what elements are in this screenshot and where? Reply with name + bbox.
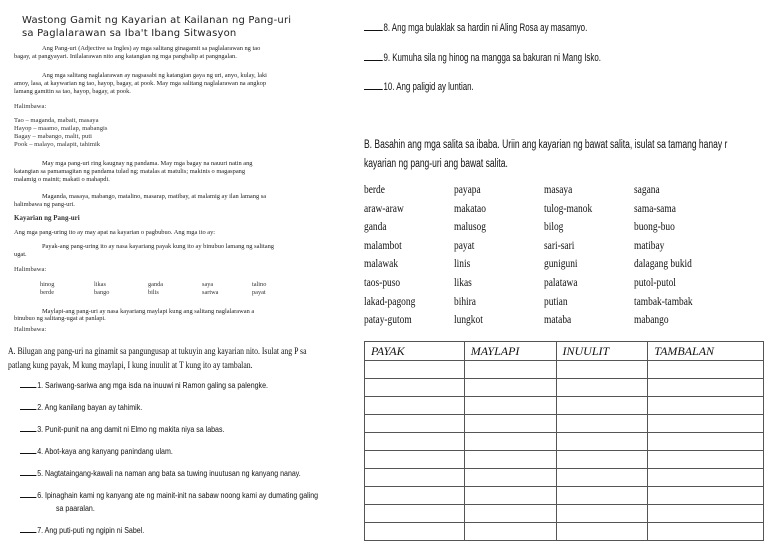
word-item: malambot bbox=[364, 239, 402, 252]
part-a-item-9: 9. Kumuha sila ng hinog na mangga sa bakuran ni Mang Isko. bbox=[364, 52, 601, 64]
answer-blank[interactable] bbox=[20, 431, 36, 432]
word-item: tambak-tambak bbox=[634, 295, 693, 308]
part-a-exercise-panel bbox=[0, 340, 360, 543]
answer-cell[interactable] bbox=[556, 397, 648, 415]
word-item: araw-araw bbox=[364, 202, 404, 215]
table-row bbox=[365, 433, 764, 451]
title-line-2: sa Paglalarawan sa Iba't Ibang Sitwasyon bbox=[22, 28, 237, 39]
answer-cell[interactable] bbox=[365, 451, 465, 469]
word-item: ganda bbox=[364, 221, 387, 234]
page-title bbox=[22, 14, 291, 40]
payak-example: payat bbox=[252, 289, 266, 296]
example-line: Bagay – mabango, malit, puti bbox=[14, 133, 93, 140]
maylapi-definition-line-2: binubuo ng salitang-ugat at panlapi. bbox=[14, 315, 106, 322]
answer-cell[interactable] bbox=[648, 523, 764, 541]
payak-example: bango bbox=[94, 289, 110, 296]
answer-cell[interactable] bbox=[464, 487, 556, 505]
part-b-instruction-line-1: B. Basahin ang mga salita sa ibaba. Uriin ang kayarian ng bawat salita, isulat sa tamang hanay r bbox=[364, 139, 728, 151]
part-b-instructions bbox=[364, 136, 727, 174]
answer-cell[interactable] bbox=[556, 469, 648, 487]
table-row bbox=[365, 523, 764, 541]
halimbawa-label-2: Halimbawa: bbox=[14, 266, 47, 273]
payak-definition-line-1: Payak-ang pang-uring ito ay nasa kayariang payak kung ito ay binubuo lamang ng salitang bbox=[42, 243, 274, 250]
payak-example: talino bbox=[252, 281, 267, 288]
part-a-item-6-continuation: sa paaralan. bbox=[56, 503, 95, 513]
word-item: tulog-manok bbox=[544, 202, 593, 215]
answer-blank[interactable] bbox=[20, 475, 36, 476]
answer-cell[interactable] bbox=[648, 397, 764, 415]
part-a-item-5: 5. Nagtataingang-kawali na naman ang bata sa tuwing inuutusan ng kanyang nanay. bbox=[20, 468, 301, 478]
answer-cell[interactable] bbox=[365, 505, 465, 523]
table-row bbox=[365, 469, 764, 487]
word-item: linis bbox=[454, 258, 471, 271]
word-item: berde bbox=[364, 184, 385, 196]
answer-cell[interactable] bbox=[464, 415, 556, 433]
answer-cell[interactable] bbox=[464, 523, 556, 541]
maylapi-definition-line-1: Maylapi-ang pang-uri ay nasa kayariang maylapi kung ang salitang naglalarawan a bbox=[42, 308, 255, 315]
payak-example: saya bbox=[202, 281, 214, 288]
word-item: mataba bbox=[544, 314, 572, 327]
answer-cell[interactable] bbox=[365, 469, 465, 487]
answer-cell[interactable] bbox=[464, 397, 556, 415]
answer-cell[interactable] bbox=[648, 415, 764, 433]
answer-cell[interactable] bbox=[648, 487, 764, 505]
part-a-item-3: 3. Punit-punit na ang damit ni Elmo ng makita niya sa labas. bbox=[20, 424, 224, 434]
table-row bbox=[365, 397, 764, 415]
word-item: bihira bbox=[454, 295, 476, 308]
table-header-tambalan: TAMBALAN bbox=[648, 342, 764, 361]
paragraph-4-line-2: halimbawa ng pang-uri. bbox=[14, 201, 75, 208]
table-header-inuulit: INUULIT bbox=[556, 342, 648, 361]
answer-blank[interactable] bbox=[364, 60, 383, 61]
part-a-item-10: 10. Ang paligid ay luntian. bbox=[364, 81, 474, 93]
word-item: payapa bbox=[454, 184, 481, 196]
answer-cell[interactable] bbox=[464, 505, 556, 523]
example-line: Hayop – maamo, mailap, mabangis bbox=[14, 125, 108, 132]
answer-cell[interactable] bbox=[365, 397, 465, 415]
word-item: sari-sari bbox=[544, 239, 575, 252]
part-a-item-7: 7. Ang puti-puti ng ngipin ni Sabel. bbox=[20, 525, 144, 535]
kayarian-text: Ang mga pang-uring ito ay may apat na kayarian o pagbubuo. Ang mga ito ay: bbox=[14, 229, 216, 236]
answer-blank[interactable] bbox=[20, 387, 36, 388]
table-row bbox=[365, 451, 764, 469]
part-a-instruction-line-1: A. Bilugan ang pang-uri na ginamit sa pangungusap at tukuyin ang kayarian nito. Isulat ang P sa bbox=[8, 346, 307, 356]
answer-blank[interactable] bbox=[364, 30, 383, 31]
part-a-item-2: 2. Ang kanilang bayan ay tahimik. bbox=[20, 402, 142, 412]
answer-cell[interactable] bbox=[556, 523, 648, 541]
word-item: putol-putol bbox=[634, 277, 676, 289]
part-a-item-6: 6. Ipinaghain kami ng kanyang ate ng mainit-init na sabaw noong kami ay dumating galing bbox=[20, 490, 318, 500]
answer-cell[interactable] bbox=[556, 487, 648, 505]
word-item: sama-sama bbox=[634, 202, 676, 215]
word-item: bilog bbox=[544, 221, 564, 234]
halimbawa-label-1: Halimbawa: bbox=[14, 103, 47, 110]
table-row bbox=[365, 415, 764, 433]
answer-cell[interactable] bbox=[648, 361, 764, 379]
answer-blank[interactable] bbox=[20, 409, 36, 410]
word-item: makatao bbox=[454, 202, 486, 215]
part-a-item-4: 4. Abot-kaya ang kanyang panindang ulam. bbox=[20, 446, 173, 456]
answer-cell[interactable] bbox=[556, 433, 648, 451]
part-a-instructions bbox=[8, 344, 352, 372]
answer-cell[interactable] bbox=[648, 451, 764, 469]
answer-cell[interactable] bbox=[464, 469, 556, 487]
answer-cell[interactable] bbox=[464, 361, 556, 379]
halimbawa-label-3: Halimbawa: bbox=[14, 326, 47, 333]
table-row bbox=[365, 361, 764, 379]
answer-cell[interactable] bbox=[556, 415, 648, 433]
intro-paragraph-2-line-1: Ang mga salitang naglalarawan ay nagsasabi ng katangian gaya ng uri, anyo, kulay, laki bbox=[42, 72, 267, 79]
answer-cell[interactable] bbox=[365, 361, 465, 379]
answer-cell[interactable] bbox=[365, 379, 465, 397]
answer-cell[interactable] bbox=[648, 433, 764, 451]
paragraph-4-line-1: Maganda, masaya, mabango, matalino, masarap, matibay, at malamig ay ilan lamang sa bbox=[42, 193, 267, 200]
answer-blank[interactable] bbox=[20, 532, 36, 533]
table-header-payak: PAYAK bbox=[365, 342, 465, 361]
payak-example: berde bbox=[40, 289, 54, 296]
answer-cell[interactable] bbox=[556, 361, 648, 379]
word-item: malusog bbox=[454, 221, 486, 234]
payak-example: ganda bbox=[148, 281, 164, 288]
word-item: sagana bbox=[634, 184, 660, 196]
table-header-maylapi: MAYLAPI bbox=[464, 342, 556, 361]
word-item: guniguni bbox=[544, 258, 578, 271]
payak-example: bilis bbox=[148, 289, 159, 296]
paragraph-3-line-3: malamig o mainit; makati o mahapdi. bbox=[14, 176, 110, 183]
answer-cell[interactable] bbox=[556, 379, 648, 397]
answer-cell[interactable] bbox=[556, 451, 648, 469]
part-b-instruction-line-2: kayarian ng pang-uri ang bawat salita. bbox=[364, 158, 508, 170]
answer-cell[interactable] bbox=[648, 379, 764, 397]
classification-table bbox=[364, 341, 764, 541]
answer-cell[interactable] bbox=[464, 451, 556, 469]
answer-cell[interactable] bbox=[365, 523, 465, 541]
answer-cell[interactable] bbox=[365, 487, 465, 505]
answer-cell[interactable] bbox=[648, 469, 764, 487]
word-item: matibay bbox=[634, 239, 665, 252]
paragraph-3-line-1: May mga pang-uri ring kaugnay ng pandama. May mga bagay na nauuri natin ang bbox=[42, 160, 253, 167]
payak-example: likas bbox=[94, 281, 106, 288]
answer-cell[interactable] bbox=[464, 379, 556, 397]
intro-paragraph-2-line-3: lamang gamitin sa tao, hayop, bagay, at pook. bbox=[14, 88, 131, 95]
answer-blank[interactable] bbox=[20, 453, 36, 454]
table-row bbox=[365, 505, 764, 523]
answer-cell[interactable] bbox=[365, 433, 465, 451]
part-a-item-1: 1. Sariwang-sariwa ang mga isda na inuuwi ni Ramon galing sa palengke. bbox=[20, 380, 268, 390]
payak-example: sartwa bbox=[202, 289, 219, 296]
part-a-item-8: 8. Ang mga bulaklak sa hardin ni Aling Rosa ay masamyo. bbox=[364, 22, 587, 34]
answer-cell[interactable] bbox=[464, 433, 556, 451]
intro-paragraph-1-line-2: bagay, at pangyayari. Inilalarawan nito ang katangian ng mga pangbalip at pangngalan. bbox=[14, 53, 237, 60]
example-line: Tao – maganda, mabait, masaya bbox=[14, 117, 99, 124]
intro-paragraph-1-line-1: Ang Pang-uri (Adjective sa Ingles) ay mga salitang ginagamit sa paglalarawan ng tao bbox=[42, 45, 261, 52]
answer-cell[interactable] bbox=[556, 505, 648, 523]
intro-paragraph-2-line-2: amoy, lasa, at kaywarian ng tao, hayop, bagay, at pook. May mga salitang naglalarawan na angkop bbox=[14, 80, 267, 87]
answer-blank[interactable] bbox=[20, 497, 36, 498]
word-item: malawak bbox=[364, 258, 399, 271]
word-item: lungkot bbox=[454, 314, 483, 327]
table-row bbox=[365, 487, 764, 505]
word-item: taos-puso bbox=[364, 277, 401, 289]
kayarian-heading: Kayarian ng Pang-uri bbox=[14, 214, 80, 222]
word-item: buong-buo bbox=[634, 221, 675, 234]
word-item: dalagang bukid bbox=[634, 258, 692, 271]
title-line-1: Wastong Gamit ng Kayarian at Kailanan ng Pang-uri bbox=[22, 15, 292, 26]
word-item: lakad-pagong bbox=[364, 295, 416, 308]
word-item: likas bbox=[454, 277, 472, 289]
part-a-instruction-line-2: patlang kung payak, M kung maylapi, I kung inuulit at T kung ito ay tambalan. bbox=[8, 360, 253, 370]
word-item: mabango bbox=[634, 314, 669, 327]
lesson-text-panel bbox=[0, 0, 360, 340]
word-item: putian bbox=[544, 295, 568, 308]
table-row bbox=[365, 379, 764, 397]
answer-cell[interactable] bbox=[365, 415, 465, 433]
answer-blank[interactable] bbox=[364, 89, 383, 90]
word-item: payat bbox=[454, 239, 475, 252]
word-item: palatawa bbox=[544, 277, 578, 289]
part-b-panel bbox=[360, 0, 768, 543]
paragraph-3-line-2: katangian sa pamamagitan ng pandama tulad ng; matalas at matulis; makinis o magaspang bbox=[14, 168, 246, 175]
payak-example: hinog bbox=[40, 281, 55, 288]
example-line: Pook – malayo, malapit, tahimik bbox=[14, 141, 101, 148]
payak-definition-line-2: ugat. bbox=[14, 251, 27, 258]
answer-cell[interactable] bbox=[648, 505, 764, 523]
word-item: masaya bbox=[544, 184, 573, 196]
word-item: patay-gutom bbox=[364, 314, 412, 327]
